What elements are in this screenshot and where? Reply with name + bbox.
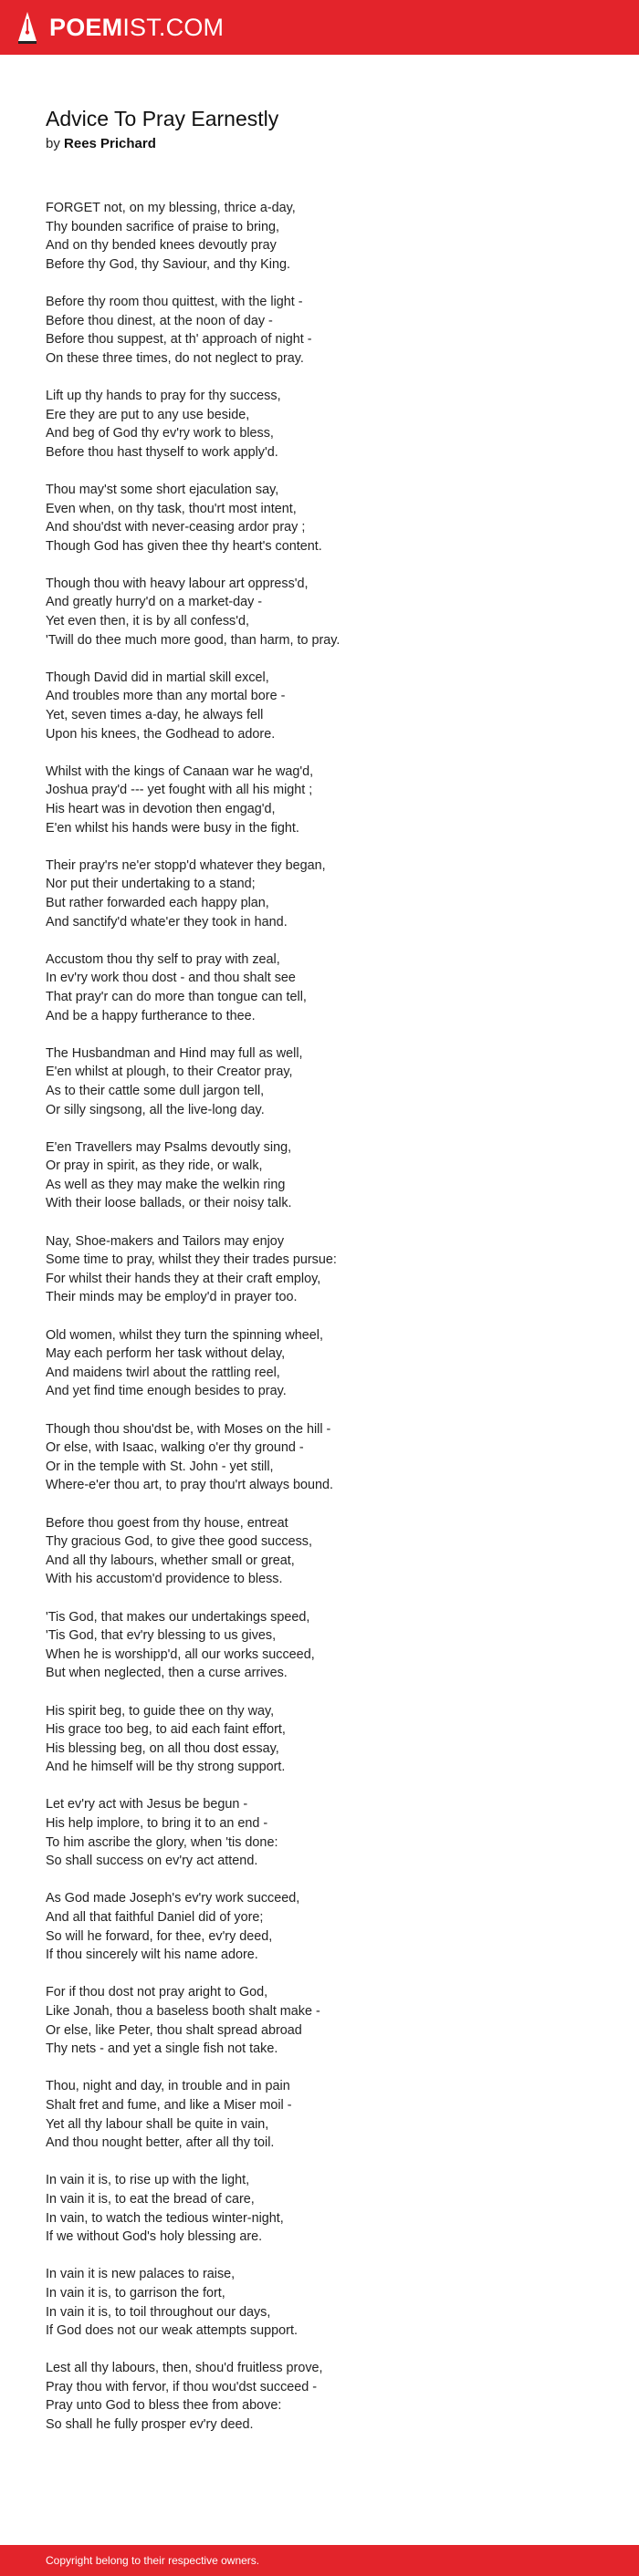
poem-line: Or pray in spirit, as they ride, or walk, [46,1158,263,1174]
poem-line: For if thou dost not pray aright to God, [46,1985,268,2000]
poem-line: As God made Joseph's ev'ry work succeed, [46,1891,300,1906]
poem-line: In vain it is, to garrison the fort, [46,2285,225,2301]
poem-line: With their loose ballads, or their noisy talk. [46,1196,292,1211]
poem-line: Before thou dinest, at the noon of day - [46,313,273,328]
poem-line: Even when, on thy task, thou'rt most intent, [46,501,297,516]
poem-line: And shou'dst with never-ceasing ardor pray ; [46,520,306,535]
poem-line: His heart was in devotion then engag'd, [46,802,276,816]
poem-line: Though God has given thee thy heart's content. [46,538,322,554]
poem-line: That pray'r can do more than tongue can tell, [46,989,307,1004]
stanza [46,1514,612,1589]
stanza [46,1608,612,1683]
poem-line: And sanctify'd whate'er they took in hand. [46,914,288,930]
brand-strong: POEM [49,14,123,41]
stanza [46,199,612,274]
site-footer [0,2545,639,2576]
poem-line: Or else, like Peter, thou shalt spread abroad [46,2022,302,2038]
stanza [46,669,612,743]
poem-line: Upon his knees, the Godhead to adore. [46,726,276,742]
poem-line: E'en whilst at plough, to their Creator pray, [46,1065,293,1080]
stanza [46,1326,612,1401]
poem-line: Lift up thy hands to pray for thy success, [46,388,281,403]
poem-line: And be a happy furtherance to thee. [46,1008,256,1023]
poem-line: Or in the temple with St. John - yet still, [46,1459,274,1474]
site-logo-text [49,11,224,44]
poem-line: The Husbandman and Hind may full as well, [46,1045,303,1061]
poem-line: E'en Travellers may Psalms devoutly sing, [46,1139,292,1155]
poem-line: His help implore, to bring it to an end - [46,1816,268,1832]
byline [46,135,156,153]
poem-line: And on thy bended knees devoutly pray [46,238,277,254]
stanza [46,1702,612,1777]
poem-line: As to their cattle some dull jargon tell, [46,1083,265,1098]
poem-line: Or silly singsong, all the live-long day. [46,1102,265,1117]
poem-line: And greatly hurry'd on a market-day - [46,595,263,610]
by-prefix: by [46,136,60,151]
poem-line: If God does not our weak attempts support. [46,2323,298,2339]
poem-line: Pray unto God to bless thee from above: [46,2398,282,2414]
poem-line: In ev'ry work thou dost - and thou shalt see [46,971,296,986]
poem-line: And all that faithful Daniel did of yore; [46,1910,264,1926]
stanza [46,481,612,556]
copyright-text: Copyright belong to their respective owners. [46,2554,260,2567]
poem-line: And troubles more than any mortal bore - [46,689,286,704]
poem-line: Let ev'ry act with Jesus be begun - [46,1797,248,1813]
poem-line: Though thou shou'dst be, with Moses on the hill - [46,1421,331,1437]
poem-line: Ere they are put to any use beside, [46,407,250,422]
poem-line: On these three times, do not neglect to pray. [46,350,304,366]
poem-line: Nay, Shoe-makers and Tailors may enjoy [46,1233,285,1249]
poem-line: Before thy God, thy Saviour, and thy King. [46,256,290,272]
poem-line: His blessing beg, on all thou dost essay, [46,1740,279,1756]
poem-line: And all thy labours, whether small or great, [46,1553,295,1568]
poem-line: Yet even then, it is by all confess'd, [46,614,250,629]
stanza [46,2077,612,2152]
stanza [46,1420,612,1495]
poem-line: Thy nets - and yet a single fish not take. [46,2041,278,2057]
poem-line: Before thou goest from thy house, entreat [46,1515,288,1531]
poem-line: His spirit beg, to guide thee on thy way, [46,1703,275,1719]
poem-line: Or else, with Isaac, walking o'er thy ground - [46,1440,304,1456]
stanza [46,387,612,462]
poem-line: Yet all thy labour shall be quite in vain, [46,2116,269,2132]
poem-line: So will he forward, for thee, ev'ry deed, [46,1928,273,1944]
poem-line: 'Twill do thee much more good, than harm, to pray. [46,632,340,648]
poem-line: Before thou suppest, at th' approach of night - [46,332,312,348]
poem-line: Where-e'er thou art, to pray thou'rt always bound. [46,1478,334,1493]
poem-line: Before thy room thou quittest, with the light - [46,294,303,309]
poem-line: Thy gracious God, to give thee good success, [46,1534,312,1550]
stanza [46,1232,612,1307]
stanza [46,1044,612,1119]
poem-line: So shall success on ev'ry act attend. [46,1854,258,1869]
poem-line: In vain it is, to toil throughout our days, [46,2304,271,2320]
poem-line: And he himself will be thy strong support. [46,1760,286,1775]
poem-line: Whilst with the kings of Canaan war he wag'd, [46,763,314,779]
poem-line: His grace too beg, to aid each faint effort, [46,1722,286,1738]
stanza [46,763,612,837]
site-header [0,0,639,55]
poem-line: With his accustom'd providence to bless. [46,1572,283,1587]
poem-line: Like Jonah, thou a baseless booth shalt make - [46,2004,320,2019]
poem-line: In vain it is, to eat the bread of care, [46,2191,255,2207]
poem-line: 'Tis God, that ev'ry blessing to us gives, [46,1628,277,1644]
poem-line: Thy bounden sacrifice of praise to bring, [46,219,279,234]
poem-title: Advice To Pray Earnestly [46,107,279,130]
poem-line: Joshua pray'd --- yet fought with all his might ; [46,783,313,798]
stanza [46,575,612,649]
stanza [46,293,612,368]
poem-line: Thou, night and day, in trouble and in pain [46,2079,290,2094]
stanza [46,857,612,931]
poem-line: Yet, seven times a-day, he always fell [46,708,264,723]
poem-line: In vain it is new palaces to raise, [46,2267,236,2282]
poem-line: Before thou hast thyself to work apply'd. [46,444,278,460]
stanza [46,1889,612,1964]
stanza [46,1138,612,1213]
poem-line: Old women, whilst they turn the spinning wheel, [46,1327,323,1343]
poem-line: Their minds may be employ'd in prayer too. [46,1290,298,1305]
stanza [46,2265,612,2340]
poem-line: And maidens twirl about the rattling reel, [46,1365,280,1380]
poem-line: Thou may'st some short ejaculation say, [46,482,279,497]
poem-line: If thou sincerely wilt his name adore. [46,1948,258,1963]
poem-line: And yet find time enough besides to pray. [46,1384,287,1399]
stanza [46,2359,612,2434]
poem-line: Lest all thy labours, then, shou'd fruitless prove, [46,2361,323,2376]
poem-line: E'en whilst his hands were busy in the fight. [46,820,299,836]
stanza [46,1795,612,1870]
poem-line: In vain it is, to rise up with the light, [46,2173,250,2188]
poem-line: 'Tis God, that makes our undertakings speed, [46,1609,310,1625]
poem-line: And beg of God thy ev'ry work to bless, [46,426,274,441]
poem-line: To him ascribe the glory, when 'tis done: [46,1834,278,1850]
poem-line: Though David did in martial skill excel, [46,670,269,685]
brand-light: IST.COM [122,14,225,41]
stanza [46,2171,612,2246]
poem-line: Some time to pray, whilst they their trades pursue: [46,1252,337,1268]
stanza [46,1983,612,2058]
poem-line: Their pray'rs ne'er stopp'd whatever they began, [46,857,326,873]
poem-line: And thou nought better, after all thy toil. [46,2135,275,2151]
poem-line: May each perform her task without delay, [46,1346,286,1362]
poem-body [46,199,612,2453]
poem-line: Shalt fret and fume, and like a Miser moil - [46,2097,292,2113]
poem-line: So shall he fully prosper ev'ry deed. [46,2417,254,2433]
poem-line: But rather forwarded each happy plan, [46,895,269,910]
poem-line: Though thou with heavy labour art oppress'd, [46,576,309,591]
poem-line: Nor put their undertaking to a stand; [46,877,256,892]
pen-nib-icon [16,11,38,44]
poem-line: When he is worshipp'd, all our works succeed, [46,1646,315,1662]
poem-line: Pray thou with fervor, if thou wou'dst succeed - [46,2379,318,2394]
poem-line: FORGET not, on my blessing, thrice a-day, [46,201,296,215]
poem-line: But when neglected, then a curse arrives. [46,1666,288,1681]
author-link[interactable]: Rees Prichard [64,136,156,151]
site-logo[interactable] [16,11,224,44]
poem-line: Accustom thou thy self to pray with zeal, [46,951,280,967]
poem-line: In vain, to watch the tedious winter-night, [46,2210,284,2226]
poem-line: As well as they may make the welkin ring [46,1177,286,1192]
stanza [46,950,612,1025]
poem-line: For whilst their hands they at their craft employ, [46,1271,321,1286]
poem-line: If we without God's holy blessing are. [46,2229,263,2245]
